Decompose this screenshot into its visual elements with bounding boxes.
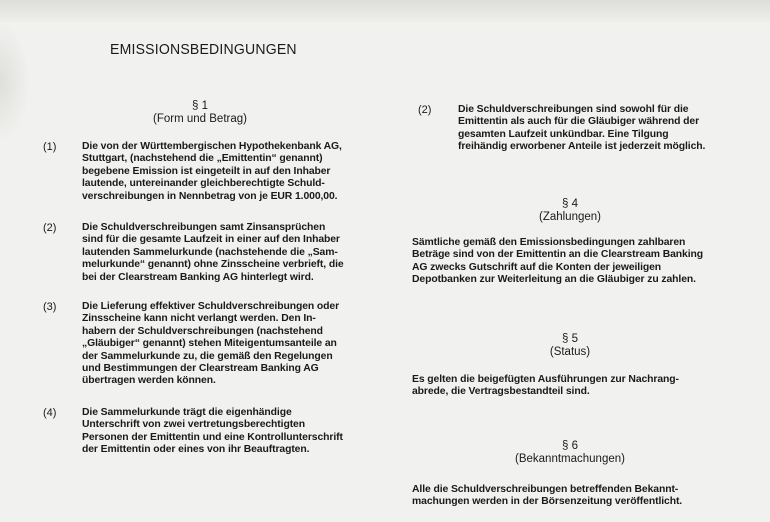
section-6-number: § 6 [562, 440, 578, 452]
text-line: Unterschrift von zwei vertretungsberechtigten [82, 419, 305, 431]
section-4-number: § 4 [562, 198, 578, 210]
text-line: abrede, die Vertragsbestandteil sind. [412, 386, 590, 398]
text-line: bei der Clearstream Banking AG hinterlegt wird. [82, 271, 314, 283]
section-4-heading [500, 198, 640, 224]
text-line: sind für die gesamte Laufzeit in einer auf den Inhaber [82, 234, 340, 246]
text-line: Die von der Württembergischen Hypothekenbank AG, [82, 141, 342, 152]
document-title: EMISSIONSBEDINGUNGEN [110, 42, 297, 58]
text-line: Personen der Emittentin und eine Kontrollunterschrift [82, 431, 343, 443]
text-line: „Gläubiger“ genannt) stehen Miteigentumsanteile an [82, 338, 337, 350]
text-line: habern der Schuldverschreibungen (nachstehend [82, 325, 323, 337]
paragraph-number: (1) [43, 141, 57, 153]
paragraph-number: (2) [43, 222, 57, 234]
text-line: begebene Emission ist eingeteilt in auf den Inhaber [82, 165, 331, 177]
paragraph-4-text [82, 407, 382, 457]
text-line: verschreibungen in Nennbetrag von je EUR 1.000,00. [82, 190, 338, 202]
scan-noise-left [0, 22, 30, 142]
text-line: der Emittentin oder eines von ihr Beauftragten. [82, 444, 310, 456]
text-line: freihändig erworbener Anteile ist jederzeit möglich. [458, 141, 706, 153]
section-4-title: (Zahlungen) [538, 211, 601, 223]
section-2-paragraph-2-text [458, 104, 758, 154]
text-line: lautende, untereinander gleichberechtigte Schuld- [82, 178, 325, 190]
section-6-title: (Bekanntmachungen) [515, 453, 625, 465]
text-line: Sämtliche gemäß den Emissionsbedingungen zahlbaren [412, 237, 686, 248]
section-5-number: § 5 [562, 333, 578, 345]
text-line: Depotbanken zur Weiterleitung an die Gläubiger zu zahlen. [412, 274, 696, 286]
text-line: und Bestimmungen der Clearstream Banking AG [82, 363, 319, 375]
text-line: Emittentin als auch für die Gläubiger während der [458, 116, 700, 128]
text-line: Alle die Schuldverschreibungen betreffenden Bekannt- [412, 484, 679, 495]
scan-noise-top [0, 0, 770, 22]
text-line: lautenden Sammelurkunde (nachstehende die „Sam- [82, 246, 338, 258]
text-line: Die Schuldverschreibungen sind sowohl für die [458, 104, 689, 115]
text-line: Die Schuldverschreibungen samt Zinsansprüchen [82, 222, 326, 233]
text-line: Es gelten die beigefügten Ausführungen zur Nachrang- [412, 374, 679, 385]
section-5-heading [500, 333, 640, 359]
paragraph-number: (3) [43, 301, 57, 313]
text-line: Die Sammelurkunde trägt die eigenhändige [82, 407, 292, 418]
text-line: gesamten Laufzeit unkündbar. Eine Tilgung [458, 128, 669, 140]
section-1-number: § 1 [192, 100, 208, 112]
text-line: Beträge sind von der Emittentin an die Clearstream Banking [412, 249, 703, 261]
text-line: übertragen werden können. [82, 375, 216, 387]
text-line: machungen werden in der Börsenzeitung veröffentlicht. [412, 496, 683, 508]
text-line: melurkunde“ genannt) ohne Zinsscheine verbrieft, die [82, 259, 344, 271]
text-line: AG zwecks Gutschrift auf die Konten der jeweiligen [412, 261, 662, 273]
paragraph-1-text [82, 141, 382, 203]
text-line: Stuttgart, (nachstehend die „Emittentin“ genannt) [82, 153, 323, 165]
paragraph-number: (4) [43, 407, 57, 419]
section-5-title: (Status) [549, 346, 591, 358]
text-line: Die Lieferung effektiver Schuldverschreibungen oder [82, 301, 340, 312]
section-1-title: (Form und Betrag) [153, 113, 247, 125]
section-1-heading [130, 100, 270, 126]
paragraph-3-text [82, 301, 382, 388]
section-4-text [412, 237, 762, 287]
paragraph-number: (2) [418, 104, 432, 116]
section-5-text [412, 374, 762, 399]
paragraph-2-text [82, 222, 382, 284]
section-6-text [412, 484, 762, 509]
text-line: Zinsscheine kann nicht verlangt werden. Den In- [82, 313, 316, 325]
text-line: der Sammelurkunde zu, die gemäß den Regelungen [82, 350, 333, 362]
section-6-heading [500, 440, 640, 466]
